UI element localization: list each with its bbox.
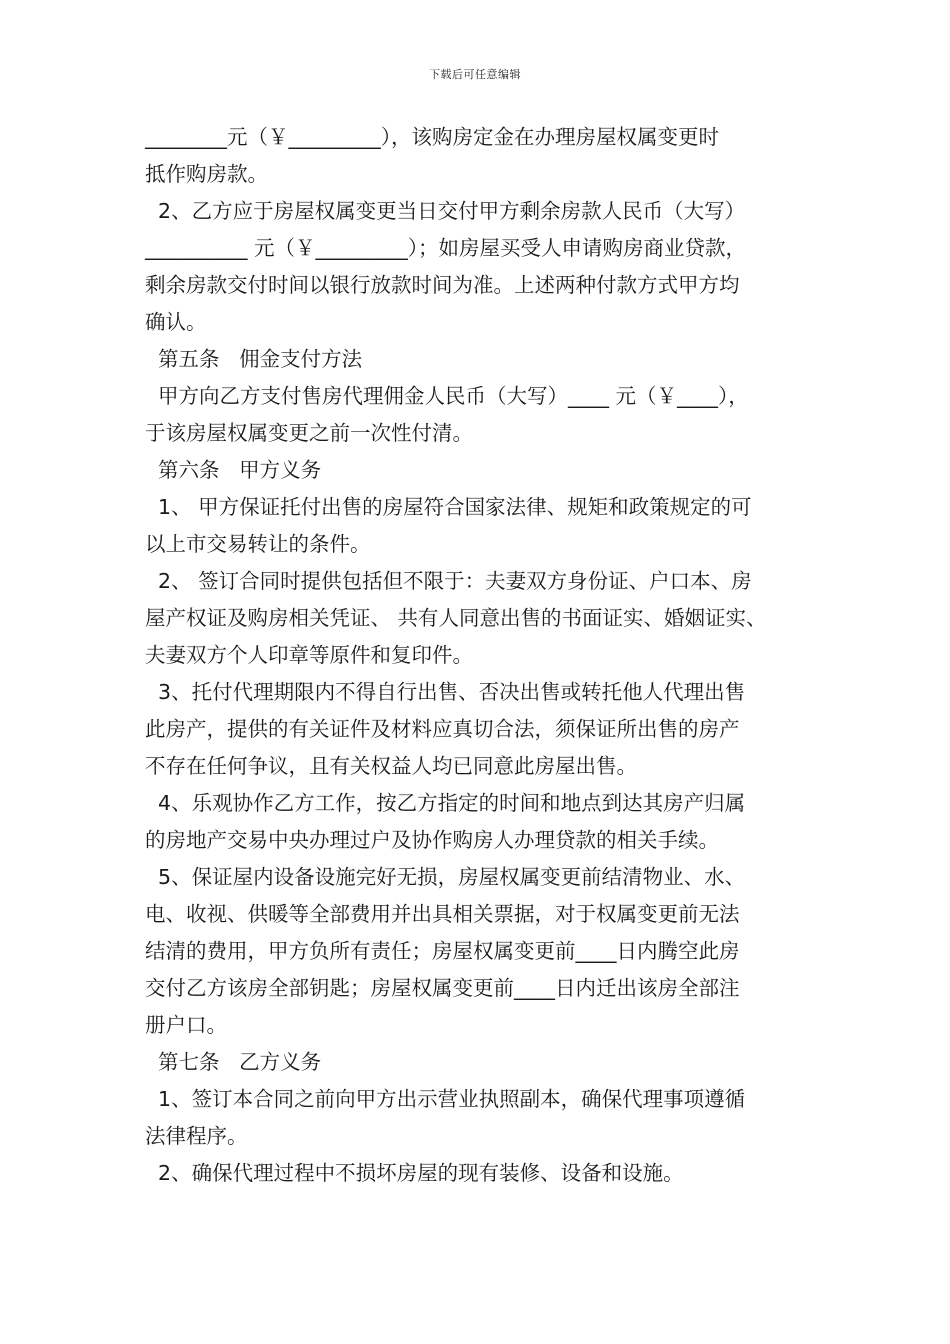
text-line: 于该房屋权属变更之前一次性付清。 [145, 421, 473, 445]
text-line: ________元（￥_________），该购房定金在办理房屋权属变更时 [145, 125, 719, 149]
text-line: 夫妻双方个人印章等原件和复印件。 [145, 643, 473, 667]
section-heading: 第七条 乙方义务 [145, 1050, 322, 1074]
text-line: 2、乙方应于房屋权属变更当日交付甲方剩余房款人民币（大写） [145, 199, 746, 223]
text-line: 2、 签订合同时提供包括但不限于：夫妻双方身份证、户口本、房 [145, 569, 752, 593]
text-line: 屋产权证及购房相关凭证、 共有人同意出售的书面证实、婚姻证实、 [145, 606, 767, 630]
text-line: 不存在任何争议，且有关权益人均已同意此房屋出售。 [145, 754, 637, 778]
text-line: 剩余房款交付时间以银行放款时间为准。上述两种付款方式甲方均 [145, 273, 740, 297]
text-line: __________ 元（￥_________）；如房屋买受人申请购房商业贷款， [145, 236, 747, 260]
page-header: 下载后可任意编辑 [429, 68, 521, 81]
text-line: 抵作购房款。 [145, 162, 268, 186]
text-line: 法律程序。 [145, 1124, 248, 1148]
text-line: 3、托付代理期限内不得自行出售、否决出售或转托他人代理出售 [145, 680, 746, 704]
section-heading: 第六条 甲方义务 [145, 458, 322, 482]
text-line: 确认。 [145, 310, 207, 334]
text-line: 册户口。 [145, 1013, 227, 1037]
text-line: 甲方向乙方支付售房代理佣金人民币（大写）____ 元（￥____）， [145, 384, 749, 408]
text-line: 电、收视、供暖等全部费用并出具相关票据，对于权属变更前无法 [145, 902, 740, 926]
text-line: 2、确保代理过程中不损坏房屋的现有装修、设备和设施。 [145, 1161, 684, 1185]
text-line: 以上市交易转让的条件。 [145, 532, 371, 556]
text-line: 1、签订本合同之前向甲方出示营业执照副本，确保代理事项遵循 [145, 1087, 746, 1111]
text-line: 的房地产交易中央办理过户及协作购房人办理贷款的相关手续。 [145, 828, 719, 852]
document-body [145, 119, 835, 1192]
text-line: 交付乙方该房全部钥匙；房屋权属变更前____日内迁出该房全部注 [145, 976, 740, 1000]
section-heading: 第五条 佣金支付方法 [145, 347, 363, 371]
text-line: 结清的费用，甲方负所有责任；房屋权属变更前____日内腾空此房 [145, 939, 740, 963]
text-line: 此房产，提供的有关证件及材料应真切合法，须保证所出售的房产 [145, 717, 740, 741]
text-line: 4、乐观协作乙方工作，按乙方指定的时间和地点到达其房产归属 [145, 791, 746, 815]
text-line: 1、 甲方保证托付出售的房屋符合国家法律、规矩和政策规定的可 [145, 495, 752, 519]
text-line: 5、保证屋内设备设施完好无损，房屋权属变更前结清物业、水、 [145, 865, 746, 889]
